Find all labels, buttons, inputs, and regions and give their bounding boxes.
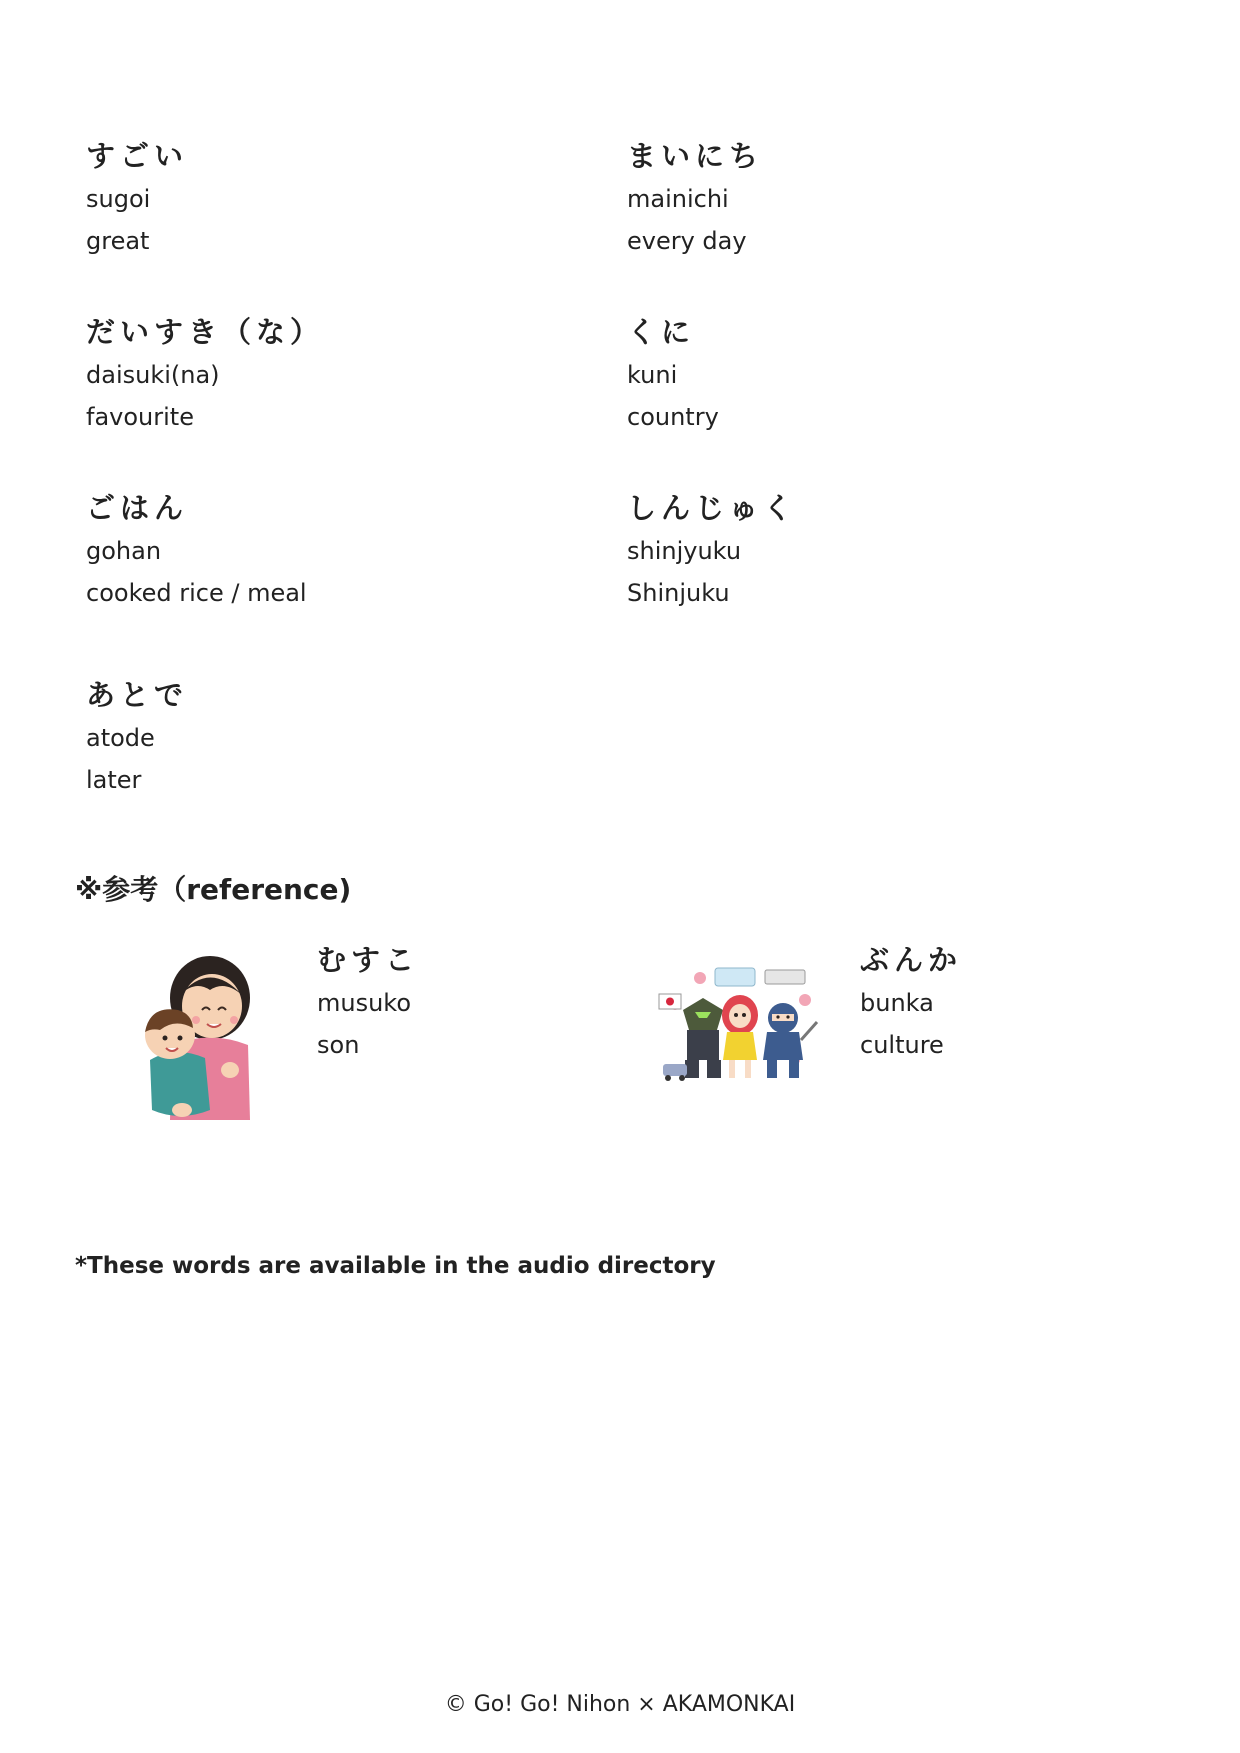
vocab-meaning: great bbox=[86, 227, 150, 255]
vocab-meaning: son bbox=[317, 1031, 360, 1059]
vocab-meaning: country bbox=[627, 403, 719, 431]
vocab-meaning: cooked rice / meal bbox=[86, 579, 307, 607]
vocab-meaning: culture bbox=[860, 1031, 944, 1059]
vocab-japanese: ぶんか bbox=[860, 943, 963, 977]
mother-and-son-illustration bbox=[130, 950, 260, 1120]
vocab-romaji: mainichi bbox=[627, 185, 729, 213]
vocab-japanese: まいにち bbox=[627, 139, 764, 173]
vocab-romaji: kuni bbox=[627, 361, 678, 389]
vocab-meaning: Shinjuku bbox=[627, 579, 730, 607]
vocab-japanese: だいすき（な） bbox=[86, 315, 325, 349]
vocab-entry-shinjuku bbox=[627, 490, 1107, 608]
vocab-japanese: あとで bbox=[86, 678, 189, 712]
vocab-japanese: しんじゅく bbox=[627, 491, 798, 525]
audio-note: *These words are available in the audio directory bbox=[75, 1253, 716, 1279]
vocab-japanese: くに bbox=[627, 315, 696, 349]
vocab-japanese: すごい bbox=[86, 139, 189, 173]
vocab-japanese: むすこ bbox=[317, 943, 420, 977]
vocab-romaji: daisuki(na) bbox=[86, 361, 220, 389]
vocab-romaji: atode bbox=[86, 724, 155, 752]
reference-entry-bunka bbox=[860, 942, 1240, 1060]
vocab-meaning: favourite bbox=[86, 403, 194, 431]
vocab-entry-kuni bbox=[627, 314, 1107, 432]
reference-heading: ※参考（reference) bbox=[75, 873, 352, 906]
copyright-footer: © Go! Go! Nihon × AKAMONKAI bbox=[444, 1692, 796, 1717]
japanese-culture-illustration bbox=[655, 960, 825, 1085]
vocab-romaji: shinjyuku bbox=[627, 537, 742, 565]
vocab-entry-mainichi bbox=[627, 138, 1107, 256]
vocab-entry-atode bbox=[86, 677, 566, 795]
vocab-meaning: later bbox=[86, 766, 142, 794]
vocab-entry-sugoi bbox=[86, 138, 566, 256]
vocab-romaji: sugoi bbox=[86, 185, 151, 213]
vocab-romaji: musuko bbox=[317, 989, 412, 1017]
vocab-japanese: ごはん bbox=[86, 491, 189, 525]
vocab-romaji: bunka bbox=[860, 989, 934, 1017]
vocab-meaning: every day bbox=[627, 227, 747, 255]
vocab-romaji: gohan bbox=[86, 537, 162, 565]
vocab-entry-gohan bbox=[86, 490, 566, 608]
vocab-entry-daisuki bbox=[86, 314, 566, 432]
